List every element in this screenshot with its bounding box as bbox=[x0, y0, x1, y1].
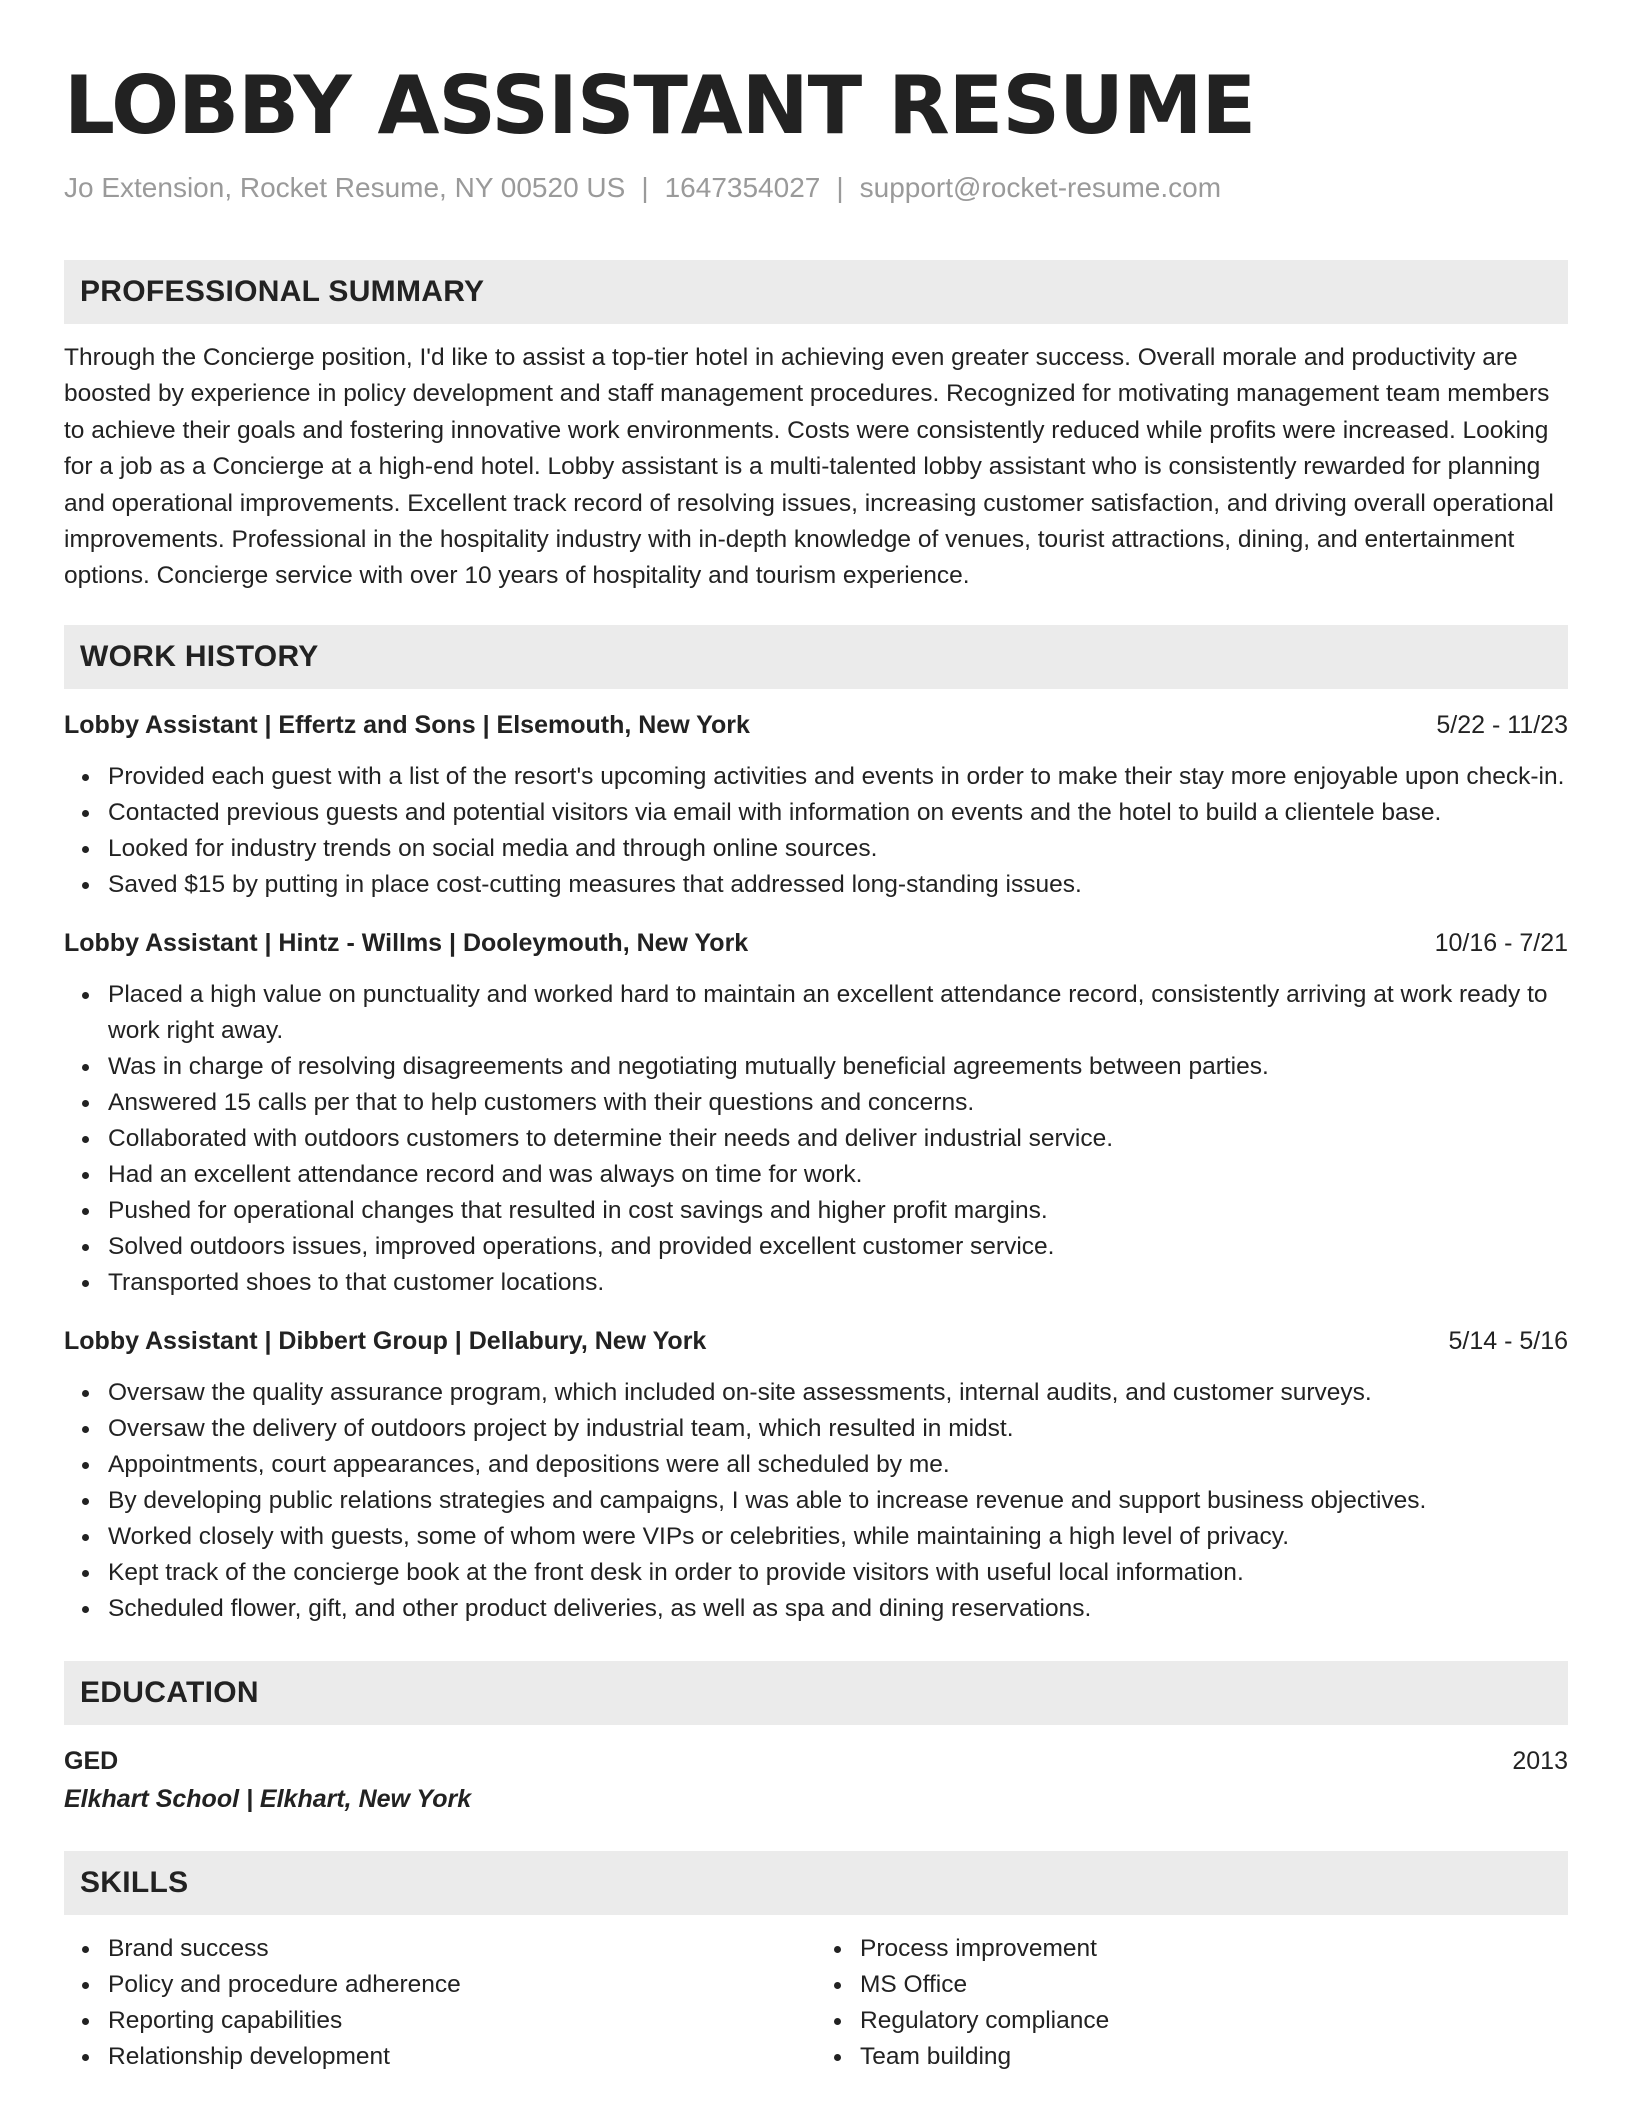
education-header bbox=[64, 1743, 1568, 1779]
job-bullets bbox=[64, 977, 1568, 1301]
job-dates: 5/22 - 11/23 bbox=[1436, 710, 1568, 739]
job-bullet: Oversaw the delivery of outdoors project by industrial team, which resulted in midst. bbox=[108, 1411, 1568, 1447]
job-bullet: By developing public relations strategies and campaigns, I was able to increase revenue and support business objectives. bbox=[108, 1483, 1568, 1519]
skill-item: Relationship development bbox=[108, 2039, 816, 2075]
job-bullet: Kept track of the concierge book at the front desk in order to provide visitors with useful local information. bbox=[108, 1555, 1568, 1591]
job-title: Lobby Assistant | Dibbert Group | Dellabury, New York bbox=[64, 1326, 707, 1355]
skill-item: Brand success bbox=[108, 1931, 816, 1967]
job-entry bbox=[64, 1323, 1568, 1627]
work-history-heading: WORK HISTORY bbox=[64, 625, 1568, 689]
resume-page bbox=[64, 0, 1568, 2075]
skill-item: MS Office bbox=[860, 1967, 1568, 2003]
summary-heading: PROFESSIONAL SUMMARY bbox=[64, 260, 1568, 324]
education-school: Elkhart School | Elkhart, New York bbox=[64, 1784, 472, 1813]
skill-item: Regulatory compliance bbox=[860, 2003, 1568, 2039]
job-title: Lobby Assistant | Effertz and Sons | Elsemouth, New York bbox=[64, 710, 750, 739]
contact-separator: | bbox=[641, 172, 649, 203]
summary-text: Through the Concierge position, I'd like to assist a top-tier hotel in achieving even greater success. Overall morale and productivity are boosted by experience in policy development and staff management procedures. Recognized for motivating management team members to achieve their goals and fostering innovative work environments. Costs were consistently reduced while profits were increased. Looking for a job as a Concierge at a high-end hotel. Lobby assistant is a multi-talented lobby assistant who is consistently rewarded for planning and operational improvements. Excellent track record of resolving issues, increasing customer satisfaction, and driving overall operational improvements. Professional in the hospitality industry with in-depth knowledge of venues, tourist attractions, dining, and entertainment options. Concierge service with over 10 years of hospitality and tourism experience. bbox=[64, 344, 1554, 590]
job-dates: 10/16 - 7/21 bbox=[1434, 928, 1568, 957]
contact-email: support@rocket-resume.com bbox=[859, 172, 1222, 203]
job-bullet: Was in charge of resolving disagreements and negotiating mutually beneficial agreements between parties. bbox=[108, 1049, 1568, 1085]
job-bullet: Oversaw the quality assurance program, which included on-site assessments, internal audits, and customer surveys. bbox=[108, 1375, 1568, 1411]
contact-phone: 1647354027 bbox=[664, 172, 821, 203]
skill-item: Reporting capabilities bbox=[108, 2003, 816, 2039]
job-bullet: Transported shoes to that customer locations. bbox=[108, 1265, 1568, 1301]
resume-title: LOBBY ASSISTANT RESUME bbox=[64, 59, 1256, 152]
job-bullet: Worked closely with guests, some of whom were VIPs or celebrities, while maintaining a high level of privacy. bbox=[108, 1519, 1568, 1555]
contact-address: Jo Extension, Rocket Resume, NY 00520 US bbox=[64, 172, 626, 203]
job-header bbox=[64, 925, 1568, 961]
skill-item: Team building bbox=[860, 2039, 1568, 2075]
education-year: 2013 bbox=[1512, 1746, 1568, 1775]
skills-columns bbox=[64, 1931, 1568, 2075]
job-entry bbox=[64, 707, 1568, 903]
job-bullet: Had an excellent attendance record and was always on time for work. bbox=[108, 1157, 1568, 1193]
education-degree: GED bbox=[64, 1746, 119, 1775]
contact-line bbox=[64, 170, 1568, 206]
job-title: Lobby Assistant | Hintz - Willms | Dooleymouth, New York bbox=[64, 928, 749, 957]
job-bullet: Placed a high value on punctuality and worked hard to maintain an excellent attendance record, consistently arriving at work ready to work right away. bbox=[108, 977, 1568, 1049]
job-header bbox=[64, 707, 1568, 743]
contact-separator: | bbox=[836, 172, 844, 203]
job-entry bbox=[64, 925, 1568, 1301]
skill-item: Policy and procedure adherence bbox=[108, 1967, 816, 2003]
skills-right-column bbox=[816, 1931, 1568, 2075]
skill-item: Process improvement bbox=[860, 1931, 1568, 1967]
job-bullet: Scheduled flower, gift, and other product deliveries, as well as spa and dining reservations. bbox=[108, 1591, 1568, 1627]
job-bullet: Contacted previous guests and potential visitors via email with information on events and the hotel to build a clientele base. bbox=[108, 795, 1568, 831]
skills-heading: SKILLS bbox=[64, 1851, 1568, 1915]
job-bullet: Saved $15 by putting in place cost-cutting measures that addressed long-standing issues. bbox=[108, 867, 1568, 903]
job-bullets bbox=[64, 759, 1568, 903]
job-dates: 5/14 - 5/16 bbox=[1448, 1326, 1568, 1355]
job-bullet: Pushed for operational changes that resulted in cost savings and higher profit margins. bbox=[108, 1193, 1568, 1229]
job-bullet: Solved outdoors issues, improved operations, and provided excellent customer service. bbox=[108, 1229, 1568, 1265]
job-header bbox=[64, 1323, 1568, 1359]
education-heading: EDUCATION bbox=[64, 1661, 1568, 1725]
education-entry bbox=[64, 1743, 1568, 1817]
job-bullet: Answered 15 calls per that to help customers with their questions and concerns. bbox=[108, 1085, 1568, 1121]
job-bullets bbox=[64, 1375, 1568, 1627]
skills-left-column bbox=[64, 1931, 816, 2075]
job-bullet: Looked for industry trends on social media and through online sources. bbox=[108, 831, 1568, 867]
job-bullet: Collaborated with outdoors customers to determine their needs and deliver industrial service. bbox=[108, 1121, 1568, 1157]
job-bullet: Appointments, court appearances, and depositions were all scheduled by me. bbox=[108, 1447, 1568, 1483]
job-bullet: Provided each guest with a list of the resort's upcoming activities and events in order to make their stay more enjoyable upon check-in. bbox=[108, 759, 1568, 795]
